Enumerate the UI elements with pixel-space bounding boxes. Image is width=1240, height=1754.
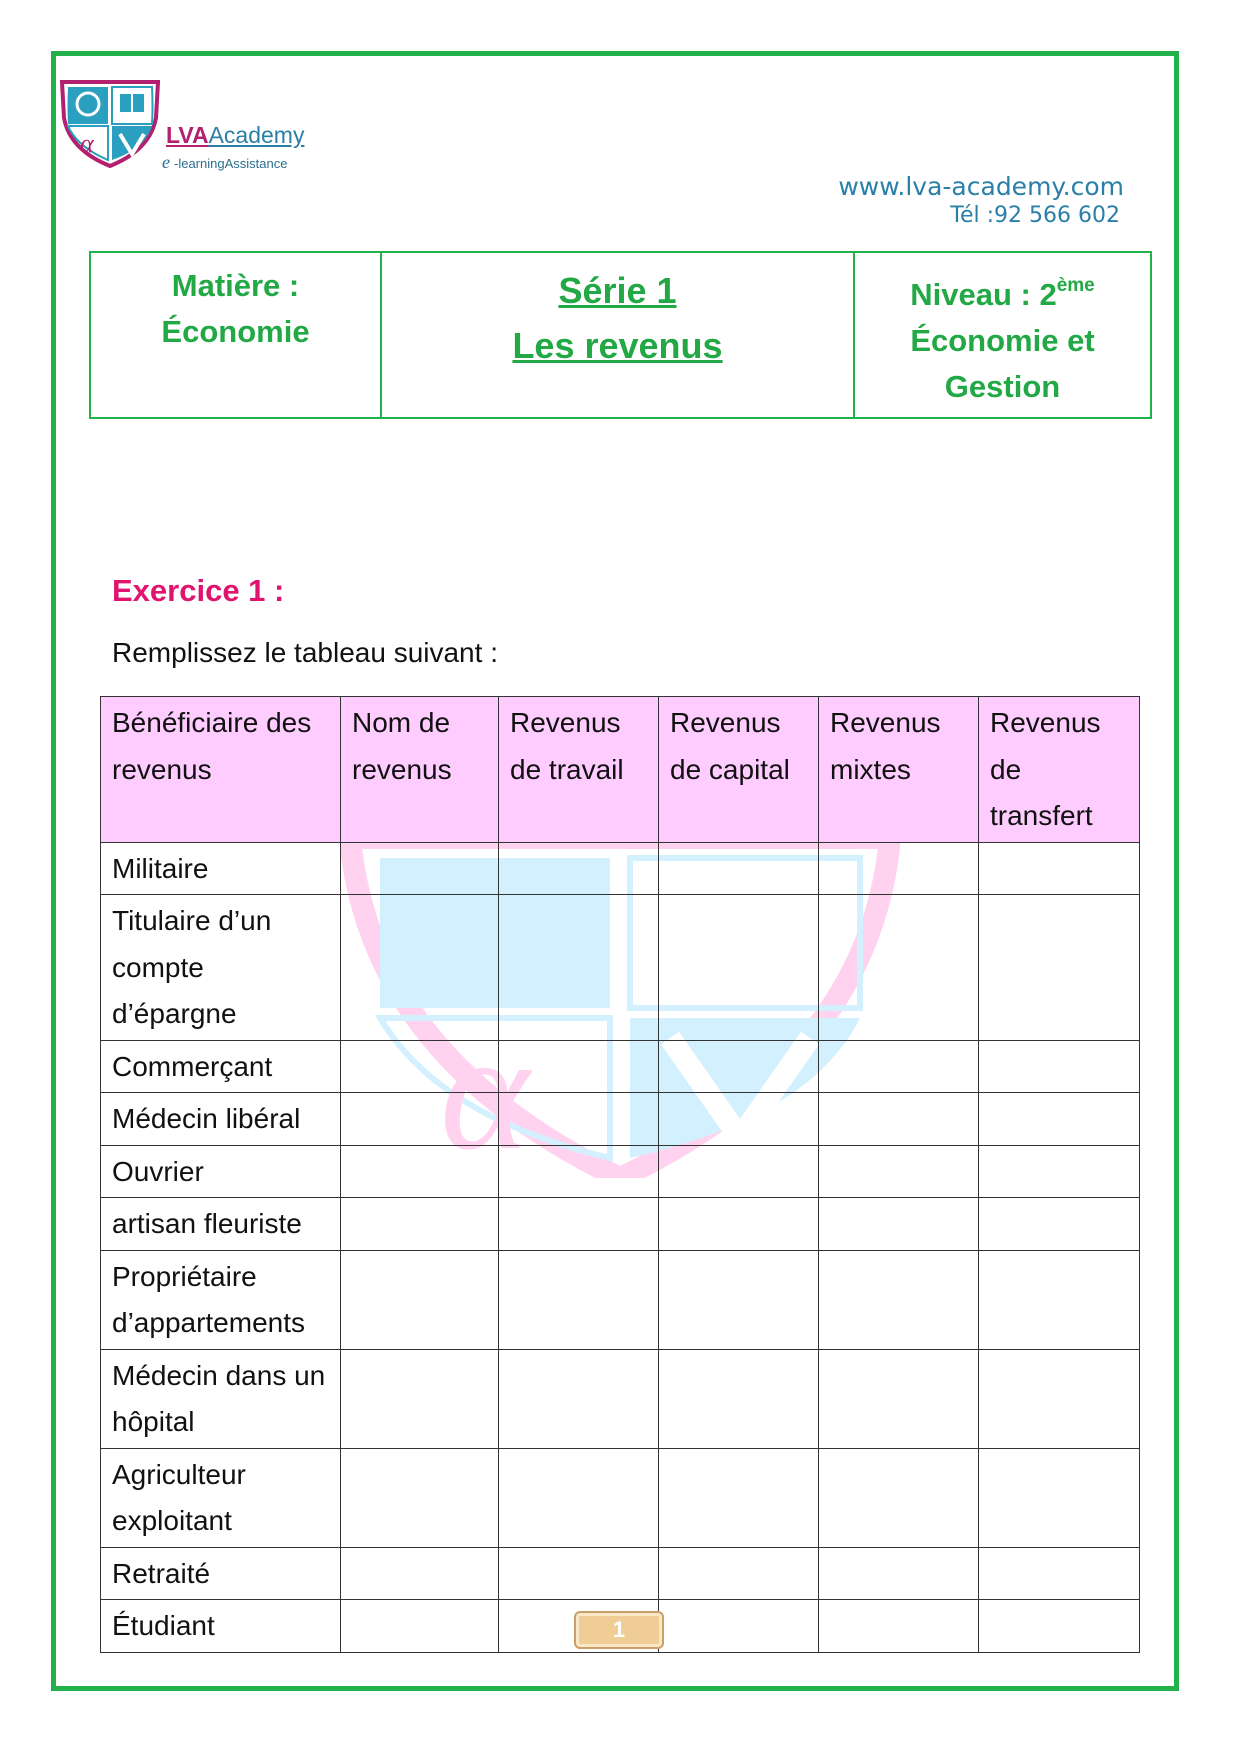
tagline-e: e xyxy=(162,152,170,172)
niveau-line3: Gestion xyxy=(944,369,1061,404)
table-row xyxy=(101,1250,1140,1349)
answer-cell[interactable] xyxy=(979,1145,1140,1198)
answer-cell[interactable] xyxy=(659,895,819,1041)
header-revenus-transfert: Revenus de transfert xyxy=(979,697,1140,843)
header-revenus-mixtes: Revenus mixtes xyxy=(819,697,979,843)
answer-cell[interactable] xyxy=(819,895,979,1041)
row-label: Étudiant xyxy=(101,1600,341,1653)
row-label: Médecin dans un hôpital xyxy=(101,1349,341,1448)
svg-text:α: α xyxy=(80,129,94,158)
answer-cell[interactable] xyxy=(979,895,1140,1041)
answer-cell[interactable] xyxy=(499,1093,659,1146)
brand-name-part1: LVA xyxy=(166,122,209,148)
answer-cell[interactable] xyxy=(819,1250,979,1349)
row-label: Agriculteur exploitant xyxy=(101,1448,341,1547)
tagline-rest: -learningAssistance xyxy=(174,156,288,171)
table-row xyxy=(101,1198,1140,1251)
answer-cell[interactable] xyxy=(341,1198,499,1251)
answer-cell[interactable] xyxy=(341,1600,499,1653)
niveau-sup: ème xyxy=(1056,275,1095,296)
matiere-label: Matière : xyxy=(171,268,300,303)
serie-title: Série 1 xyxy=(558,270,677,311)
page-number-badge: 1 xyxy=(574,1611,664,1649)
row-label: artisan fleuriste xyxy=(101,1198,341,1251)
serie-cell xyxy=(382,253,855,417)
answer-cell[interactable] xyxy=(979,1250,1140,1349)
answer-cell[interactable] xyxy=(341,1547,499,1600)
row-label: Médecin libéral xyxy=(101,1093,341,1146)
answer-cell[interactable] xyxy=(499,1145,659,1198)
exercise-instruction: Remplissez le tableau suivant : xyxy=(112,637,498,668)
document-header-box xyxy=(89,251,1152,419)
answer-cell[interactable] xyxy=(499,1547,659,1600)
answer-cell[interactable] xyxy=(341,1040,499,1093)
table-row xyxy=(101,1145,1140,1198)
answer-cell[interactable] xyxy=(659,1198,819,1251)
answer-cell[interactable] xyxy=(659,1145,819,1198)
answer-cell[interactable] xyxy=(979,1349,1140,1448)
lva-academy-logo-icon xyxy=(58,78,162,168)
svg-text:α: α xyxy=(440,997,530,1178)
table-row xyxy=(101,1349,1140,1448)
niveau-cell xyxy=(855,253,1150,417)
table-header-row xyxy=(101,697,1140,843)
row-label: Militaire xyxy=(101,842,341,895)
header-nom-revenus: Nom de revenus xyxy=(341,697,499,843)
table-row xyxy=(101,1040,1140,1093)
answer-cell[interactable] xyxy=(659,1547,819,1600)
answer-cell[interactable] xyxy=(659,1093,819,1146)
niveau-line2: Économie et xyxy=(910,323,1095,358)
answer-cell[interactable] xyxy=(979,1093,1140,1146)
answer-cell[interactable] xyxy=(819,1093,979,1146)
answer-cell[interactable] xyxy=(979,1448,1140,1547)
row-label: Commerçant xyxy=(101,1040,341,1093)
table-row xyxy=(101,1448,1140,1547)
website-link[interactable]: www.lva-academy.com xyxy=(838,172,1124,201)
answer-cell[interactable] xyxy=(659,1250,819,1349)
brand-name-part2: Academy xyxy=(208,122,305,148)
answer-cell[interactable] xyxy=(341,842,499,895)
answer-cell[interactable] xyxy=(819,1349,979,1448)
table-row xyxy=(101,1093,1140,1146)
header-revenus-capital: Revenus de capital xyxy=(659,697,819,843)
matiere-cell xyxy=(91,253,382,417)
revenue-table xyxy=(100,696,1140,1653)
answer-cell[interactable] xyxy=(499,1448,659,1547)
answer-cell[interactable] xyxy=(979,1547,1140,1600)
answer-cell[interactable] xyxy=(341,1448,499,1547)
answer-cell[interactable] xyxy=(499,895,659,1041)
answer-cell[interactable] xyxy=(341,1145,499,1198)
answer-cell[interactable] xyxy=(819,842,979,895)
answer-cell[interactable] xyxy=(979,1600,1140,1653)
answer-cell[interactable] xyxy=(341,1093,499,1146)
answer-cell[interactable] xyxy=(499,1198,659,1251)
header-revenus-travail: Revenus de travail xyxy=(499,697,659,843)
answer-cell[interactable] xyxy=(499,1040,659,1093)
answer-cell[interactable] xyxy=(659,842,819,895)
answer-cell[interactable] xyxy=(979,1198,1140,1251)
row-label: Retraité xyxy=(101,1547,341,1600)
answer-cell[interactable] xyxy=(341,1250,499,1349)
brand-tagline xyxy=(162,152,287,173)
answer-cell[interactable] xyxy=(819,1600,979,1653)
header-beneficiaire: Bénéficiaire des revenus xyxy=(101,697,341,843)
answer-cell[interactable] xyxy=(819,1448,979,1547)
phone-number: Tél :92 566 602 xyxy=(950,203,1120,228)
answer-cell[interactable] xyxy=(819,1198,979,1251)
row-label: Propriétaire d’appartements xyxy=(101,1250,341,1349)
answer-cell[interactable] xyxy=(979,1040,1140,1093)
row-label: Ouvrier xyxy=(101,1145,341,1198)
answer-cell[interactable] xyxy=(659,1349,819,1448)
answer-cell[interactable] xyxy=(659,1448,819,1547)
niveau-label: Niveau : 2 xyxy=(910,277,1057,312)
exercise-title: Exercice 1 : xyxy=(112,573,285,608)
table-row xyxy=(101,895,1140,1041)
matiere-value: Économie xyxy=(161,314,310,349)
answer-cell[interactable] xyxy=(819,1547,979,1600)
answer-cell[interactable] xyxy=(819,1145,979,1198)
row-label: Titulaire d’un compte d’épargne xyxy=(101,895,341,1041)
answer-cell[interactable] xyxy=(979,842,1140,895)
answer-cell[interactable] xyxy=(659,1040,819,1093)
answer-cell[interactable] xyxy=(659,1600,819,1653)
answer-cell[interactable] xyxy=(341,1349,499,1448)
answer-cell[interactable] xyxy=(499,1250,659,1349)
table-row xyxy=(101,842,1140,895)
answer-cell[interactable] xyxy=(499,842,659,895)
brand-name xyxy=(166,122,304,149)
answer-cell[interactable] xyxy=(341,895,499,1041)
table-row xyxy=(101,1547,1140,1600)
answer-cell[interactable] xyxy=(819,1040,979,1093)
topic-title: Les revenus xyxy=(512,325,723,366)
answer-cell[interactable] xyxy=(499,1349,659,1448)
